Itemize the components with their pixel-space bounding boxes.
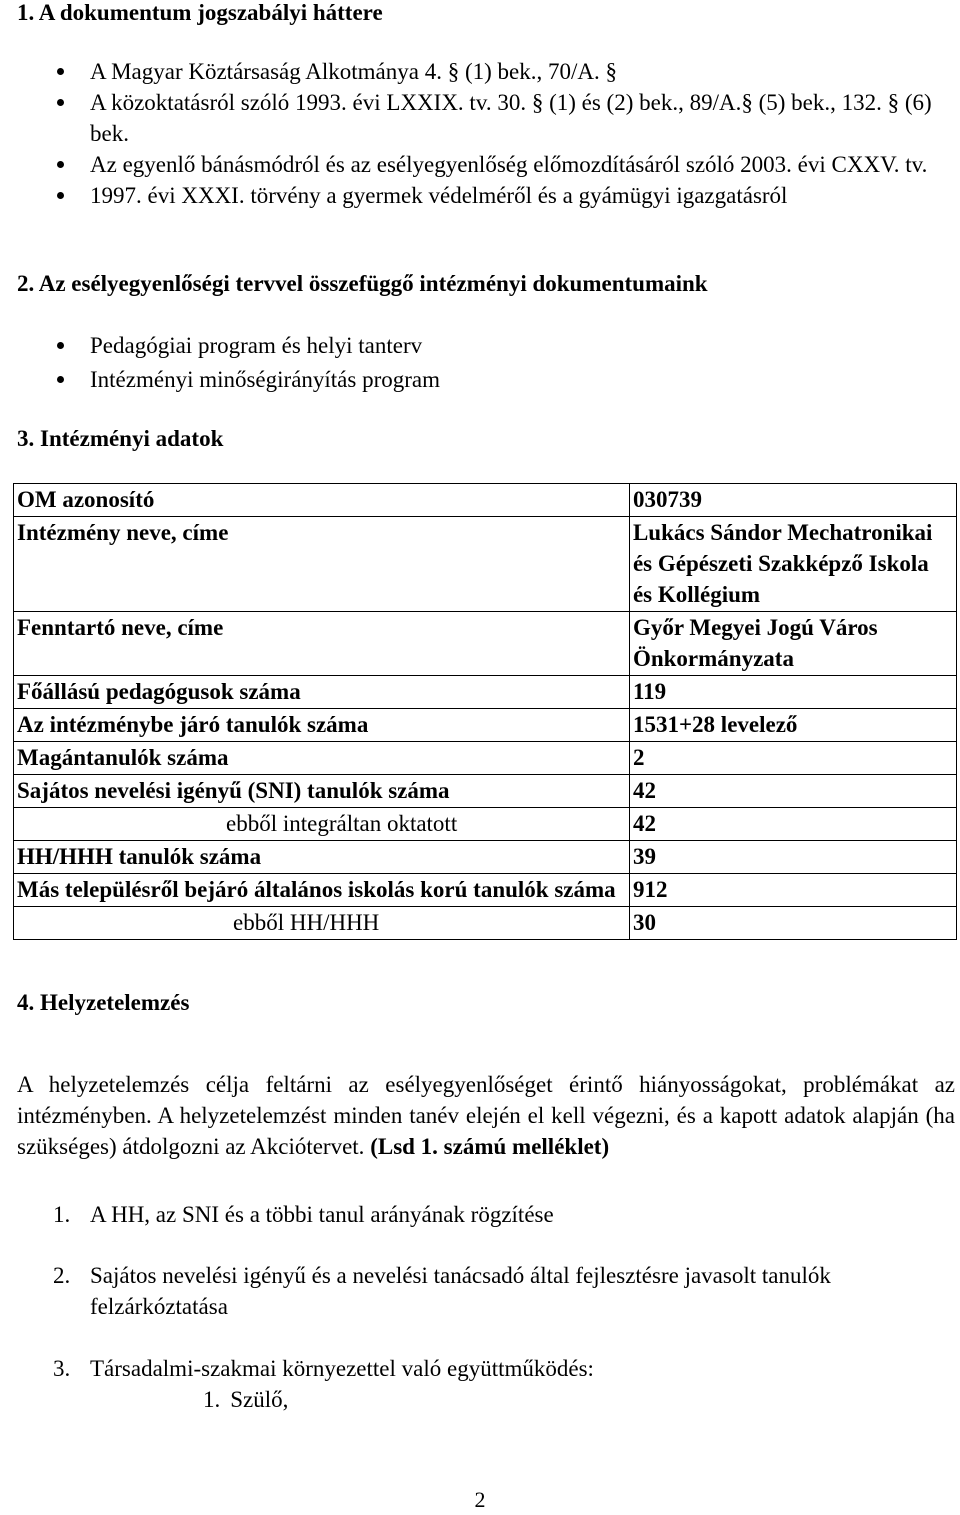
list-item: Pedagógiai program és helyi tanterv xyxy=(17,330,957,361)
sub-list-item: 1. Szülő, xyxy=(203,1387,289,1412)
section-1-list xyxy=(17,56,957,211)
table-row: Sajátos nevelési igényű (SNI) tanulók száma 42 xyxy=(14,775,957,808)
table-row: Más településről bejáró általános iskolás korú tanulók száma 912 xyxy=(14,874,957,907)
section-1-heading: 1. A dokumentum jogszabályi háttere xyxy=(17,0,383,25)
list-item: 1. A HH, az SNI és a többi tanul arányának rögzítése xyxy=(53,1202,554,1227)
table-row: ebből integráltan oktatott 42 xyxy=(14,808,957,841)
section-2-heading: 2. Az esélyegyenlőségi tervvel összefüggő intézményi dokumentumaink xyxy=(17,271,708,296)
bullet-icon xyxy=(57,192,64,199)
institution-data-table xyxy=(13,483,957,940)
table-row: HH/HHH tanulók száma 39 xyxy=(14,841,957,874)
table-row: Magántanulók száma 2 xyxy=(14,742,957,775)
section-4-heading: 4. Helyzetelemzés xyxy=(17,990,190,1015)
table-row: ebből HH/HHH 30 xyxy=(14,907,957,940)
section-2-list xyxy=(17,330,957,398)
table-row: Az intézménybe járó tanulók száma 1531+28 levelező xyxy=(14,709,957,742)
bullet-icon xyxy=(57,161,64,168)
analysis-paragraph: A helyzetelemzés célja feltárni az esélyegyenlőséget érintő hiányosságokat, problémákat az intézményben. A helyzetelemzést minden tanév elején el kell végezni, és a kapott adatok alapján (ha szükséges) átdolgozni az Akciótervet. (Lsd 1. számú melléklet) xyxy=(17,1072,955,1159)
table-row: Főállású pedagógusok száma 119 xyxy=(14,676,957,709)
bullet-icon xyxy=(57,376,64,383)
numbered-list xyxy=(17,1260,957,1322)
bullet-icon xyxy=(57,68,64,75)
appendix-reference: (Lsd 1. számú melléklet) xyxy=(370,1134,610,1159)
page-number: 2 xyxy=(474,1487,486,1512)
list-item: A Magyar Köztársaság Alkotmánya 4. § (1) bek., 70/A. § xyxy=(17,56,957,87)
list-item: Az egyenlő bánásmódról és az esélyegyenlőség előmozdításáról szóló 2003. évi CXXV. tv. xyxy=(17,149,957,180)
table-row: Intézmény neve, címe Lukács Sándor Mechatronikai és Gépészeti Szakképző Iskola és Kollégium xyxy=(14,517,957,612)
list-item: 3. Társadalmi-szakmai környezettel való együttműködés: xyxy=(53,1356,594,1381)
bullet-icon xyxy=(57,342,64,349)
bullet-icon xyxy=(57,99,64,106)
table-row: OM azonosító 030739 xyxy=(14,484,957,517)
list-item: A közoktatásról szóló 1993. évi LXXIX. tv. 30. § (1) és (2) bek., 89/A.§ (5) bek., 132. § (6) bek. xyxy=(17,87,957,149)
list-item: 1997. évi XXXI. törvény a gyermek védelméről és a gyámügyi igazgatásról xyxy=(17,180,957,211)
numbered-list xyxy=(17,1353,957,1384)
section-3-heading: 3. Intézményi adatok xyxy=(17,426,224,451)
table-row: Fenntartó neve, címe Győr Megyei Jogú Város Önkormányzata xyxy=(14,612,957,676)
list-item: 2. Sajátos nevelési igényű és a nevelési tanácsadó által fejlesztésre javasolt tanulók felzárkóztatása xyxy=(53,1263,831,1319)
numbered-list xyxy=(17,1199,957,1230)
list-item: Intézményi minőségirányítás program xyxy=(17,364,957,395)
